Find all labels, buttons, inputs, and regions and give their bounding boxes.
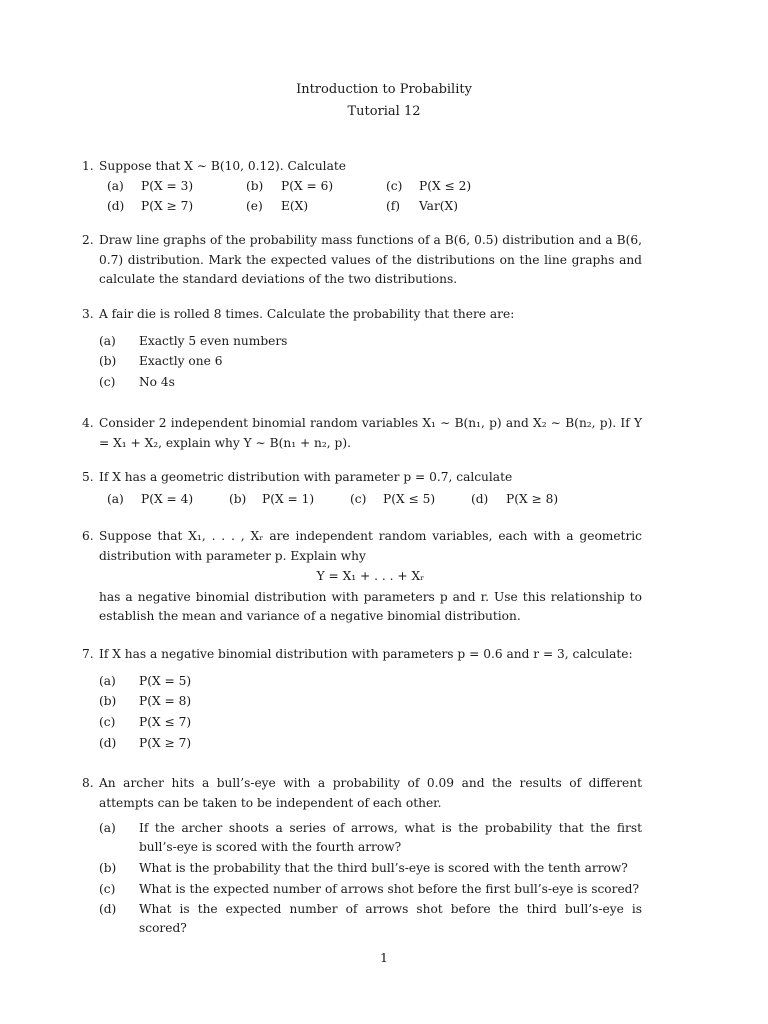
part-label: (e): [246, 199, 263, 213]
sub-question: [99, 692, 642, 713]
question-5: [82, 468, 642, 510]
part-text: P(X ≤ 7): [139, 715, 192, 730]
question-number: 7.: [82, 647, 94, 661]
question-number: 4.: [82, 416, 94, 430]
question-6: [82, 527, 642, 627]
part-label: (c): [99, 375, 116, 390]
part-label: (a): [99, 673, 116, 688]
question-text: has a negative binomial distribution with parameters p and r. Use this relationship to establish the mean and variance of a negative binomial distribution.: [99, 589, 642, 623]
parts-row: [99, 197, 642, 218]
part-label: (b): [229, 491, 247, 506]
sub-question: [99, 352, 642, 373]
part-label: (d): [107, 199, 125, 213]
part-label: (d): [99, 735, 117, 750]
part-label: (c): [99, 715, 116, 730]
part-text: Exactly 5 even numbers: [139, 333, 288, 348]
part-label: (c): [99, 881, 116, 896]
part-text: P(X = 4): [141, 491, 194, 506]
document-subtitle: Tutorial 12: [347, 104, 421, 119]
part-text: P(X = 1): [262, 491, 315, 506]
part-text: Var(X): [419, 199, 458, 213]
part-label: (b): [99, 354, 117, 369]
part-text: Exactly one 6: [139, 354, 223, 369]
part-label: (a): [99, 333, 116, 348]
part-text: What is the expected number of arrows shot before the third bull’s-eye is scored?: [139, 902, 642, 935]
question-number: 3.: [82, 307, 94, 321]
part-label: (c): [386, 178, 403, 193]
part-text: E(X): [281, 199, 309, 213]
part-text: What is the expected number of arrows shot before the first bull’s-eye is scored?: [139, 881, 639, 896]
equation: Y = X₁ + . . . + Xᵣ: [316, 569, 425, 583]
part-text: P(X = 3): [141, 178, 194, 193]
question-number: 8.: [82, 776, 94, 790]
part-label: (a): [99, 821, 116, 835]
sub-question: [99, 734, 642, 755]
part-label: (d): [471, 491, 489, 506]
part-label: (d): [99, 902, 117, 916]
part-text: P(X ≤ 5): [383, 491, 436, 506]
sub-question: [99, 900, 642, 937]
sub-question: [99, 373, 642, 394]
question-3: [82, 305, 642, 394]
page-number: 1: [380, 950, 388, 965]
question-number: 5.: [82, 470, 94, 484]
part-text: P(X = 6): [281, 178, 334, 193]
question-1: [82, 157, 642, 218]
part-label: (a): [107, 491, 124, 506]
sub-question: [99, 880, 642, 899]
question-text: Draw line graphs of the probability mass functions of a B(6, 0.5) distribution and a B(6, 0.7) distribution. Mark the expected values of the distributions on the line graphs and calculate the standard deviations of the two distributions.: [99, 233, 642, 286]
part-label: (a): [107, 178, 124, 193]
question-7: [82, 645, 642, 755]
question-stem: An archer hits a bull’s-eye with a probability of 0.09 and the results of different attempts can be taken to be independent of each other.: [99, 776, 642, 810]
part-label: (b): [246, 178, 264, 193]
question-2: [82, 231, 642, 290]
question-4: [82, 414, 642, 453]
parts-row: [99, 490, 642, 511]
part-text: What is the probability that the third bull’s-eye is scored with the tenth arrow?: [139, 861, 628, 875]
question-stem: If X has a geometric distribution with parameter p = 0.7, calculate: [99, 470, 513, 484]
question-number: 1.: [82, 159, 94, 173]
sub-question: [99, 713, 642, 734]
part-text: No 4s: [139, 375, 175, 390]
question-stem: A fair die is rolled 8 times. Calculate the probability that there are:: [99, 307, 515, 321]
document-title: Introduction to Probability: [296, 82, 472, 97]
question-text: Suppose that X₁, . . . , Xᵣ are independent random variables, each with a geometric distribution with parameter p. Explain why: [99, 529, 642, 563]
question-text: Consider 2 independent binomial random variables X₁ ∼ B(n₁, p) and X₂ ∼ B(n₂, p). If Y = X₁ + X₂, explain why Y ∼ B(n₁ + n₂, p).: [99, 416, 642, 450]
part-text: If the archer shoots a series of arrows, what is the probability that the first bull’s-eye is scored with the fourth arrow?: [139, 821, 642, 854]
sub-question: [99, 859, 642, 878]
part-text: P(X = 8): [139, 694, 192, 709]
parts-row: [99, 177, 642, 198]
question-stem: Suppose that X ∼ B(10, 0.12). Calculate: [99, 159, 346, 173]
question-stem: If X has a negative binomial distribution with parameters p = 0.6 and r = 3, calculate:: [99, 647, 633, 661]
sub-question: [99, 332, 642, 353]
part-text: P(X ≥ 7): [139, 735, 192, 750]
part-label: (b): [99, 861, 117, 875]
part-label: (f): [386, 199, 401, 213]
part-text: P(X ≥ 8): [506, 491, 559, 506]
part-label: (b): [99, 694, 117, 709]
sub-question: [99, 672, 642, 693]
sub-question: [99, 819, 642, 856]
part-label: (c): [350, 491, 367, 506]
question-number: 2.: [82, 233, 94, 247]
question-8: [82, 774, 642, 937]
question-number: 6.: [82, 529, 94, 543]
part-text: P(X ≥ 7): [141, 199, 194, 213]
part-text: P(X = 5): [139, 673, 192, 688]
part-text: P(X ≤ 2): [419, 178, 472, 193]
